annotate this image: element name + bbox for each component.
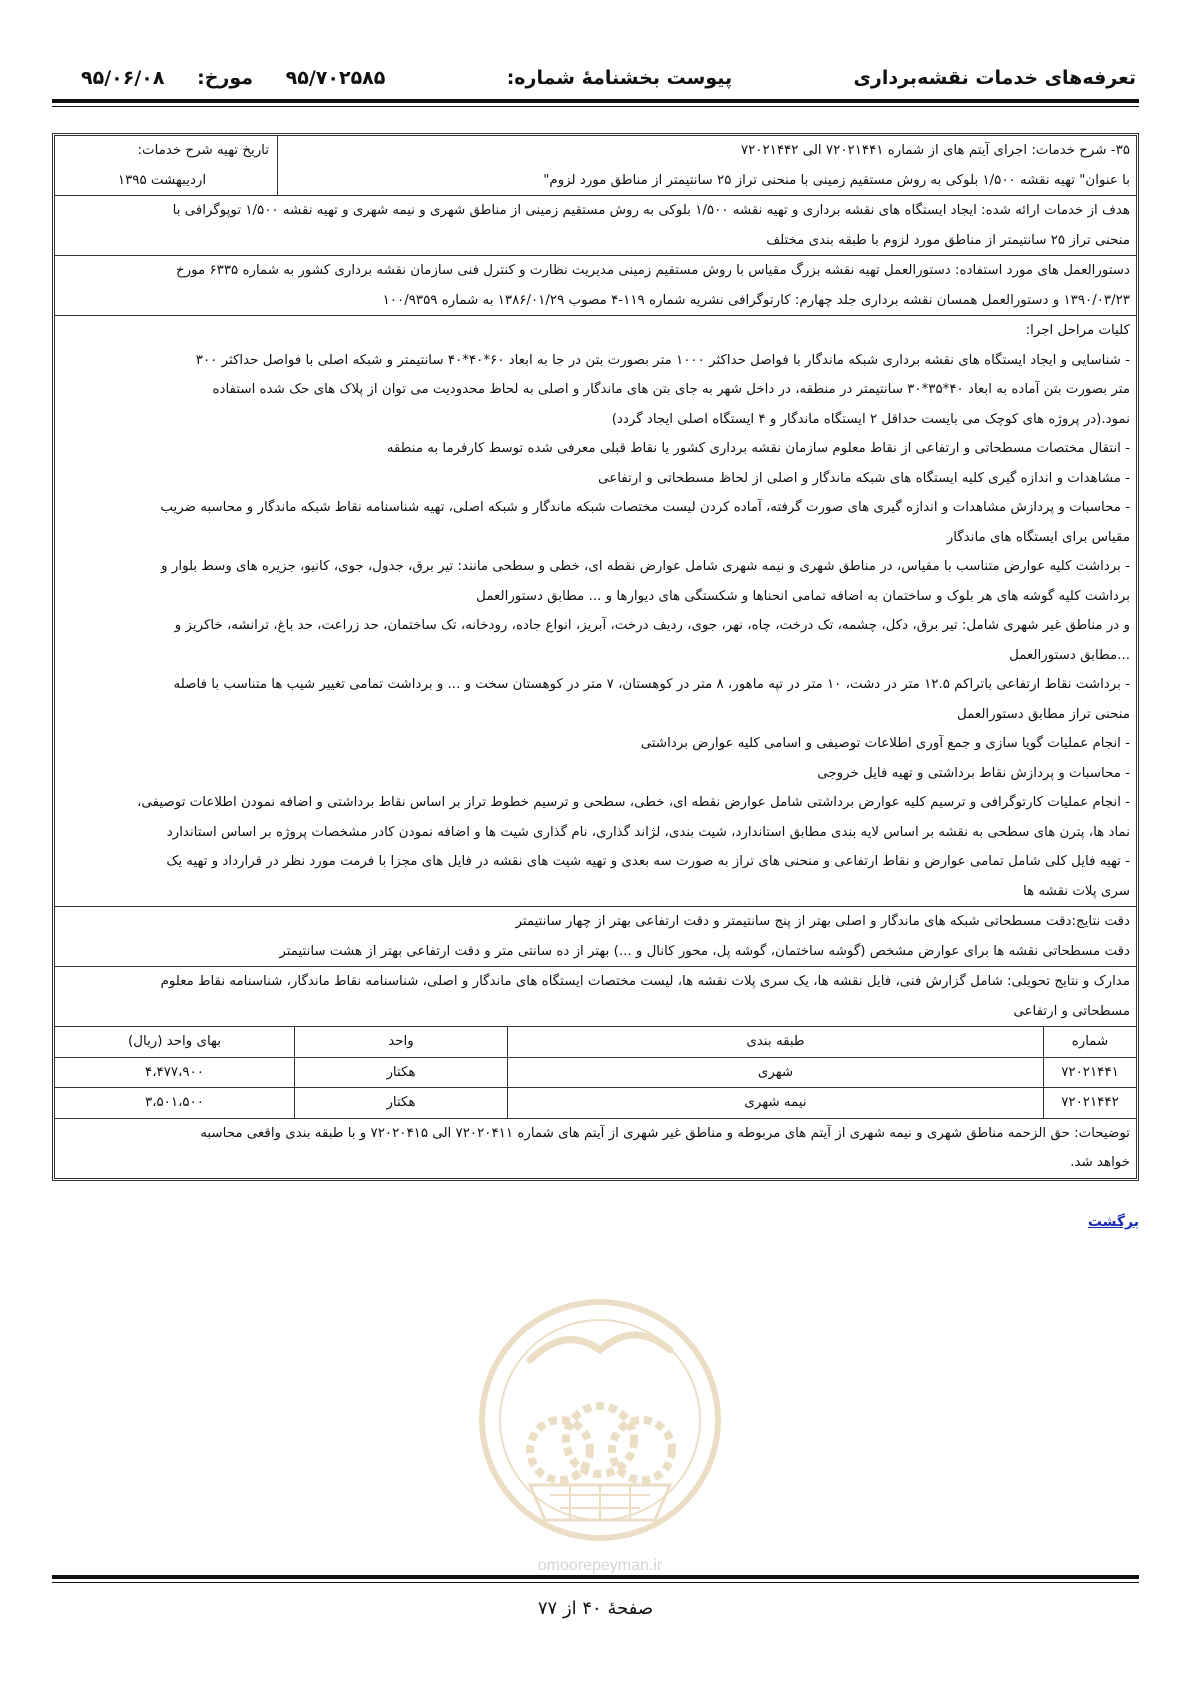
- service-title-line: ۳۵- شرح خدمات: اجرای آیتم های از شماره ۷۲۰۲۱۴۴۱ الی ۷۲۰۲۱۴۴۲: [740, 143, 1130, 158]
- price-header-class: طبقه بندی: [507, 1027, 1043, 1058]
- step-line: - برداشت کلیه عوارض متناسب با مقیاس، در مناطق شهری و نیمه شهری شامل عوارض نقطه ای، خطی و سطحی مانند: تیر برق، جدول، جوی، کانیو، جزیره های وسط بلوار و: [161, 559, 1130, 574]
- prep-date-cell: [55, 136, 277, 195]
- step-line: - محاسبات و پردازش نقاط برداشتی و تهیه فایل خروجی: [817, 765, 1130, 781]
- price-cell-unit: هکتار: [294, 1058, 507, 1089]
- price-header-unit: واحد: [294, 1027, 507, 1058]
- accuracy-line: دقت مسطحاتی نقشه ها برای عوارض مشخص (گوشه ساختمان، گوشه پل، محور کانال و ...) بهتر از ده سانتی متر و دقت ارتفاعی بهتر از هشت سانتیمتر: [279, 943, 1130, 959]
- service-title-line: با عنوان" تهیه نقشه ۱/۵۰۰ بلوکی به روش مستقیم زمینی با منحنی تراز ۲۵ سانتیمتر از مناطق مورد لزوم": [543, 172, 1130, 188]
- prep-date-label: تاریخ تهیه شرح خدمات:: [137, 143, 269, 158]
- objective-line: هدف از خدمات ارائه شده: ایجاد ایستگاه های نقشه برداری و تهیه نقشه ۱/۵۰۰ بلوکی به روش مستقیم زمینی از مناطق شهری و نیمه شهری و تهیه نقشه ۱/۵۰۰ توپوگرافی با: [172, 203, 1130, 218]
- step-line: - انجام عملیات گویا سازی و جمع آوری اطلاعات توصیفی و اسامی کلیه عوارض برداشتی: [640, 736, 1130, 751]
- notes-line: توضیحات: حق الزحمه مناطق شهری و نیمه شهری از آیتم های مربوطه و مناطق غیر شهری از آیتم های شماره ۷۲۰۲۰۴۱۱ الی ۷۲۰۲۰۴۱۵ و با طبقه بندی واقعی محاسبه: [200, 1125, 1130, 1141]
- notes-line: خواهد شد.: [1070, 1155, 1130, 1170]
- annex-info: [55, 67, 385, 89]
- step-line: متر بصورت بتن آماده به ابعاد ۴۰*۳۵*۳۰ سانتیمتر در منطقه، در داخل شهر به جای بتن های ماندگار و اصلی به لحاظ محدودیت می توان از پلاک های حک شده استفاده: [212, 382, 1130, 397]
- step-line: - شناسایی و ایجاد ایستگاه های نقشه برداری شبکه ماندگار با فواصل حداکثر ۱۰۰۰ متر بصورت بتن در جا به ابعاد ۶۰*۴۰*۴۰ سانتیمتر و شبکه اصلی با فواصل حداکثر ۳۰۰: [195, 352, 1130, 368]
- service-description-table: [52, 133, 1139, 1181]
- price-cell-number: ۷۲۰۲۱۴۴۲: [1043, 1088, 1136, 1118]
- price-cell-unit: هکتار: [294, 1088, 507, 1118]
- watermark-seal-icon: [470, 1280, 730, 1580]
- header-rule-thin: [52, 106, 1139, 107]
- objective-line: منحنی تراز ۲۵ سانتیمتر از مناطق مورد لزوم با طبقه بندی مختلف: [766, 232, 1130, 248]
- prep-date-value: اردیبهشت ۱۳۹۵: [117, 172, 207, 188]
- accuracy-row: [55, 907, 1136, 967]
- steps-heading: کلیات مراحل اجرا:: [1025, 323, 1130, 338]
- step-line: برداشت کلیه گوشه های هر بلوک و ساختمان به اضافه تمامی انحناها و شکستگی های دیوارها و ... مطابق دستورالعمل: [476, 588, 1130, 604]
- watermark-site: omoorepeyman.ir: [537, 1557, 663, 1574]
- price-header-price: بهای واحد (ریال): [55, 1027, 294, 1058]
- step-line: نماد ها، پترن های سطحی به نقشه بر اساس لایه بندی مطابق استاندارد، شیت بندی، لژاند گذاری، نام گذاری شیت ها و اضافه نمودن کادر مشخصات پروژه بر اساس استاندارد: [166, 824, 1130, 840]
- price-cell-price: ۴،۴۷۷،۹۰۰: [55, 1058, 294, 1089]
- annex-number: ۹۵/۷۰۲۵۸۵: [285, 67, 386, 89]
- price-header-number: شماره: [1043, 1027, 1136, 1058]
- service-title-cell: [277, 136, 1136, 195]
- standards-line: دستورالعمل های مورد استفاده: دستورالعمل تهیه نقشه بزرگ مقیاس با روش مستقیم زمینی مدیریت نظارت و کنترل فنی سازمان نقشه برداری کشور به شماره ۶۳۳۵ مورخ: [175, 263, 1130, 278]
- price-cell-number: ۷۲۰۲۱۴۴۱: [1043, 1058, 1136, 1089]
- back-link[interactable]: برگشت: [1087, 1214, 1139, 1230]
- date-label: مورخ:: [197, 67, 254, 89]
- footer-rule-thin: [52, 1582, 1139, 1583]
- notes-row: [55, 1119, 1136, 1178]
- footer-rule: [52, 1575, 1139, 1579]
- price-cell-class: نیمه شهری: [507, 1088, 1043, 1118]
- step-line: - انجام عملیات کارتوگرافی و ترسیم کلیه عوارض برداشتی شامل عوارض نقطه ای، خطی، سطحی و ترسیم خطوط تراز بر اساس نقاط برداشتی و اضافه نمودن اطلاعات توصیفی،: [137, 795, 1130, 810]
- step-line: نمود.(در پروژه های کوچک می بایست حداقل ۲ ایستگاه ماندگار و ۴ ایستگاه اصلی ایجاد گردد): [611, 411, 1130, 427]
- page-number: صفحهٔ ۴۰ از ۷۷: [537, 1598, 654, 1619]
- deliverables-line: مدارک و نتایج تحویلی: شامل گزارش فنی، فایل نقشه ها، یک سری پلات نقشه ها، لیست مختصات ایستگاه های ماندگار و اصلی، شناسنامه نقاط ماندگار، شناسنامه نقاط معلوم: [160, 974, 1130, 989]
- step-line: و در مناطق غیر شهری شامل: تیر برق، دکل، چشمه، تک درخت، چاه، نهر، جوی، ردیف درخت، آبریز، انواع جاده، رودخانه، تک ساختمان، حد زراعت، حد باغ، ترانشه، خاکریز و: [174, 618, 1130, 633]
- standards-row: [55, 256, 1136, 316]
- price-cell-price: ۳،۵۰۱،۵۰۰: [145, 1095, 204, 1110]
- accuracy-line: دقت نتایج:دقت مسطحاتی شبکه های ماندگار و اصلی بهتر از پنج سانتیمتر و دقت ارتفاعی بهتر از چهار سانتیمتر: [515, 914, 1130, 929]
- step-line: منحنی تراز مطابق دستورالعمل: [956, 706, 1130, 722]
- step-line: - مشاهدات و اندازه گیری کلیه ایستگاه های شبکه ماندگار و اصلی از لحاظ مسطحاتی و ارتفاعی: [598, 470, 1130, 486]
- step-line: - برداشت نقاط ارتفاعی باتراکم ۱۲.۵ متر در دشت، ۱۰ متر در تپه ماهور، ۸ متر در کوهستان، ۷ متر در کوهستان سخت و ... و برداشت تمامی تغییر شیب ها متناسب با فاصله: [173, 677, 1130, 692]
- step-line: - تهیه فایل کلی شامل تمامی عوارض و نقاط ارتفاعی و منحنی های تراز به صورت سه بعدی و تهیه شیت های نقشه در فایل های مجزا با فرمت مورد نظر در قرارداد و تهیه یک: [166, 854, 1130, 869]
- deliverables-line: مسطحاتی و ارتفاعی: [1013, 1003, 1130, 1019]
- steps-row: [55, 316, 1136, 907]
- price-table: [55, 1027, 1136, 1119]
- page-header: [55, 58, 1136, 98]
- date-value: ۹۵/۰۶/۰۸: [81, 67, 165, 89]
- deliverables-row: [55, 967, 1136, 1027]
- standards-line: ۱۳۹۰/۰۳/۲۳ و دستورالعمل همسان نقشه برداری جلد چهارم: کارتوگرافی نشریه شماره ۱۱۹-۴ مصوب ۱۳۸۶/۰۱/۲۹ به شماره ۱۰۰/۹۳۵۹: [382, 292, 1130, 308]
- step-line: سری پلات نقشه ها: [1023, 883, 1130, 899]
- step-line: - انتقال مختصات مسطحاتی و ارتفاعی از نقاط معلوم سازمان نقشه برداری کشور یا نقاط قبلی معرفی شده توسط کارفرما به منطقه: [386, 441, 1130, 456]
- document-title: تعرفه‌های خدمات نقشه‌برداری: [853, 67, 1136, 89]
- service-title-row: [55, 136, 1136, 196]
- step-line: ...مطابق دستورالعمل: [1009, 647, 1130, 663]
- step-line: مقیاس برای ایستگاه های ماندگار: [946, 529, 1130, 545]
- price-cell-class: شهری: [507, 1058, 1043, 1089]
- objective-row: [55, 196, 1136, 256]
- step-line: - محاسبات و پردازش مشاهدات و اندازه گیری های صورت گرفته، آماده کردن لیست مختصات شبکه ماندگار و شبکه اصلی، تهیه شناسنامه نقاط شبکه ماندگار و محاسبه ضریب: [160, 500, 1130, 515]
- header-rule: [52, 99, 1139, 103]
- annex-label: پیوست بخشنامهٔ شماره:: [506, 67, 733, 89]
